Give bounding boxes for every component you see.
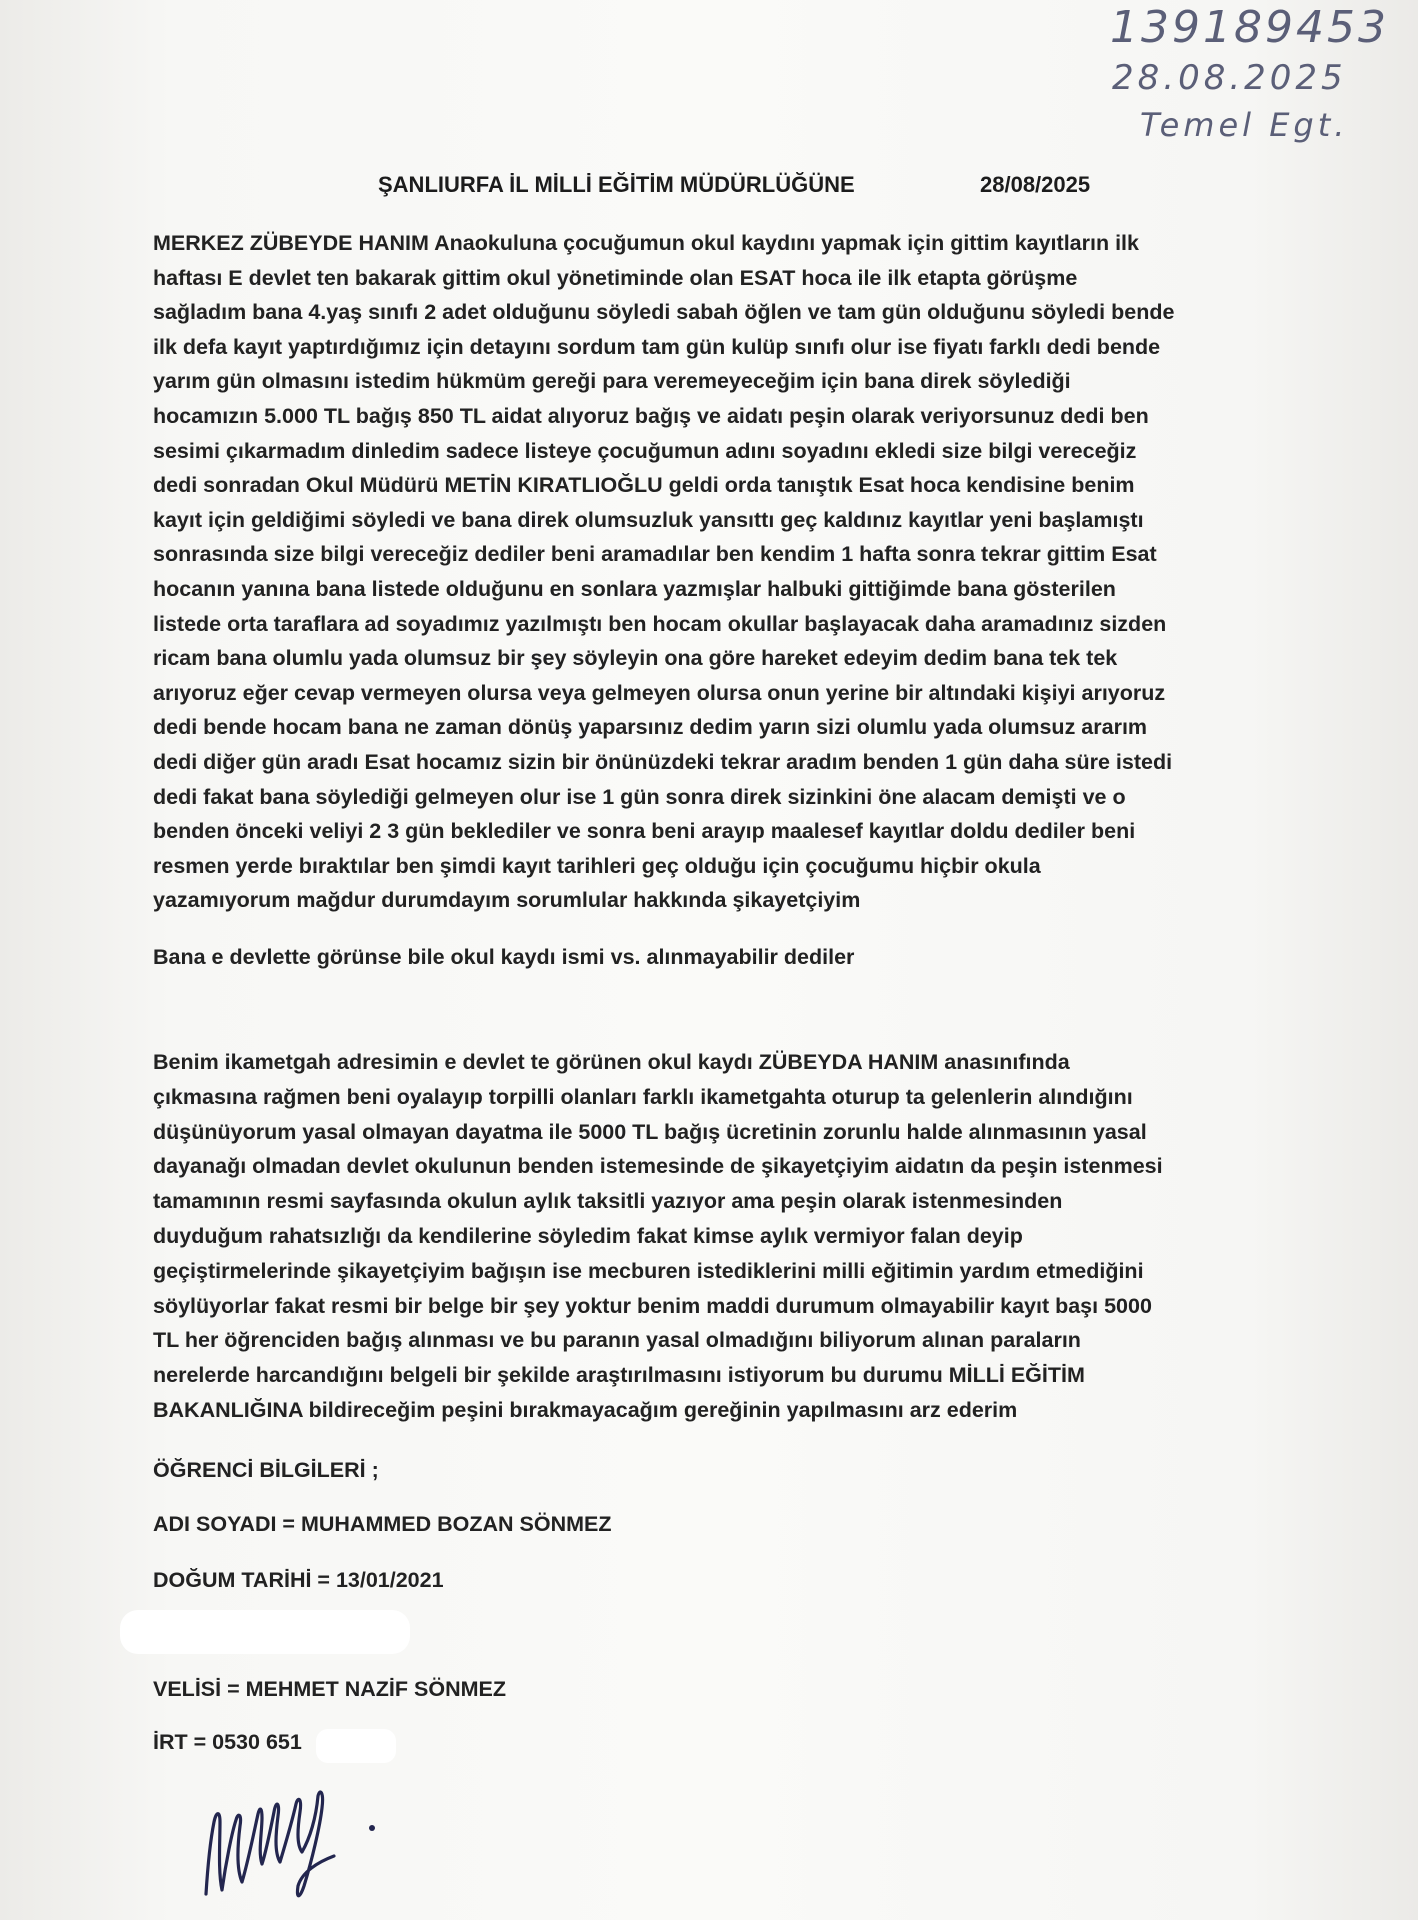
text-line: resmen yerde bıraktılar ben şimdi kayıt tarihleri geç olduğu için çocuğumu hiçbir okula xyxy=(153,853,1041,878)
text-line: yazamıyorum mağdur durumdayım sorumlular hakkında şikayetçiyim xyxy=(153,888,861,913)
text-line: Bana e devlette görünse bile okul kaydı ismi vs. alınmayabilir dediler xyxy=(153,945,855,969)
text-line: kayıt için geldiğimi söyledi ve bana direk olumsuzluk yansıttı geç kaldınız kayıtlar yeni başlamıştı xyxy=(153,507,1144,532)
text-line: söylüyorlar fakat resmi bir belge bir şey yoktur benim maddi durumum olmayabilir kayıt başı 5000 xyxy=(153,1293,1152,1318)
text-line: hocamızın 5.000 TL bağış 850 TL aidat alıyoruz bağış ve aidatı peşin olarak veriyorsunuz dedi ben xyxy=(153,403,1149,428)
text-line: hocanın yanına bana listede olduğunu en sonlara yazmışlar halbuki gittiğimde bana gösterilen xyxy=(153,576,1116,601)
text-line: ricam bana olumlu yada olumsuz bir şey söyleyin ona göre hareket edeyim dedim bana tek tek xyxy=(153,646,1118,671)
guardian-phone: İRT = 0530 651 xyxy=(153,1730,302,1754)
text-line: duyduğum rahatsızlığı da kendilerine söyledim fakat kimse aylık vermiyor falan deyip xyxy=(153,1223,1023,1248)
text-line: dedi sonradan Okul Müdürü METİN KIRATLIOĞLU geldi orda tanıştık Esat hoca kendisine benim xyxy=(153,473,1135,498)
document-title: ŞANLIURFA İL MİLLİ EĞİTİM MÜDÜRLÜĞÜNE xyxy=(378,172,855,197)
text-line: ilk defa kayıt yaptırdığımız için detayını sordum tam gün kulüp sınıfı olur ise fiyatı farklı dedi bende xyxy=(153,334,1161,359)
text-line: çıkmasına rağmen beni oyalayıp torpilli olanları farklı ikametgahta oturup ta gelenlerin alındığını xyxy=(153,1084,1133,1109)
stamp-department: Temel Egt. xyxy=(1140,106,1349,144)
text-line: MERKEZ ZÜBEYDE HANIM Anaokuluna çocuğumun okul kaydını yapmak için gittim kayıtların ilk xyxy=(153,231,1139,255)
text-line: sağladım bana 4.yaş sınıfı 2 adet olduğunu söyledi sabah öğlen ve tam gün olduğunu söyledi bende xyxy=(153,300,1175,325)
student-name: ADI SOYADI = MUHAMMED BOZAN SÖNMEZ xyxy=(153,1512,612,1536)
paragraph-1 xyxy=(153,226,1263,918)
student-info-title: ÖĞRENCİ BİLGİLERİ ; xyxy=(153,1458,379,1482)
text-line: tamamının resmi sayfasında okulun aylık taksitli yazıyor ama peşin olarak istenmesinden xyxy=(153,1189,1063,1214)
guardian-name: VELİSİ = MEHMET NAZİF SÖNMEZ xyxy=(153,1677,506,1701)
stamp-date: 28.08.2025 xyxy=(1112,58,1347,98)
student-birth-date: DOĞUM TARİHİ = 13/01/2021 xyxy=(153,1568,444,1592)
text-line: sesimi çıkarmadım dinledim sadece listeye çocuğumun adını soyadını ekledi size bilgi vereceğiz xyxy=(153,438,1137,463)
text-line: TL her öğrenciden bağış alınması ve bu paranın yasal olmadığını biliyorum alınan paraların xyxy=(153,1328,1081,1353)
signature xyxy=(192,1782,412,1902)
text-line: sonrasında size bilgi vereceğiz dediler beni aramadılar ben kendim 1 hafta sonra tekrar gittim Esat xyxy=(153,542,1157,567)
text-line: yarım gün olmasını istedim hükmüm gereği para veremeyeceğim için bana direk söylediği xyxy=(153,369,1071,394)
text-line: listede orta taraflara ad soyadımız yazılmıştı ben hocam okullar başlayacak daha aramadınız sizden xyxy=(153,611,1167,636)
text-line: benden önceki veliyi 2 3 gün beklediler ve sonra beni arayıp maalesef kayıtlar doldu dediler beni xyxy=(153,819,1136,844)
stamp-number: 139189453 xyxy=(1110,2,1389,53)
text-line: arıyoruz eğer cevap vermeyen olursa veya gelmeyen olursa onun yerine bir altındaki kişiyi arıyoruz xyxy=(153,680,1166,705)
paragraph-3 xyxy=(153,1045,1263,1428)
redaction-mark xyxy=(120,1610,410,1654)
text-line: nerelerde harcandığını belgeli bir şekilde araştırılmasını istiyorum bu durumu MİLLİ EĞİTİM xyxy=(153,1363,1085,1388)
text-line: dedi bende hocam bana ne zaman dönüş yaparsınız dedim yarın sizi olumlu yada olumsuz ararım xyxy=(153,715,1148,740)
text-line: dayanağı olmadan devlet okulunun benden istemesinde de şikayetçiyim aidatın da peşin istenmesi xyxy=(153,1154,1163,1179)
document-date: 28/08/2025 xyxy=(980,172,1091,197)
redaction-mark-phone xyxy=(316,1729,396,1763)
text-line: dedi fakat bana söylediği gelmeyen olur ise 1 gün sonra direk sizinkini öne alacam demişti ve o xyxy=(153,784,1126,809)
text-line: düşünüyorum yasal olmayan dayatma ile 5000 TL bağış ücretinin zorunlu halde alınmasının yasal xyxy=(153,1119,1147,1144)
text-line: geçiştirmelerinde şikayetçiyim bağışın ise mecburen istediklerini milli eğitimin yardım etmediğini xyxy=(153,1258,1144,1283)
text-line: BAKANLIĞINA bildireceğim peşini bırakmayacağım gereğinin yapılmasını arz ederim xyxy=(153,1397,1018,1422)
text-line: haftası E devlet ten bakarak gittim okul yönetiminde olan ESAT hoca ile ilk etapta görüşme xyxy=(153,265,1078,290)
text-line: dedi diğer gün aradı Esat hocamız sizin bir önünüzdeki tekrar aradım benden 1 gün daha süre istedi xyxy=(153,749,1173,774)
text-line: Benim ikametgah adresimin e devlet te görünen okul kaydı ZÜBEYDA HANIM anasınıfında xyxy=(153,1050,1070,1074)
paragraph-2 xyxy=(153,940,1263,975)
